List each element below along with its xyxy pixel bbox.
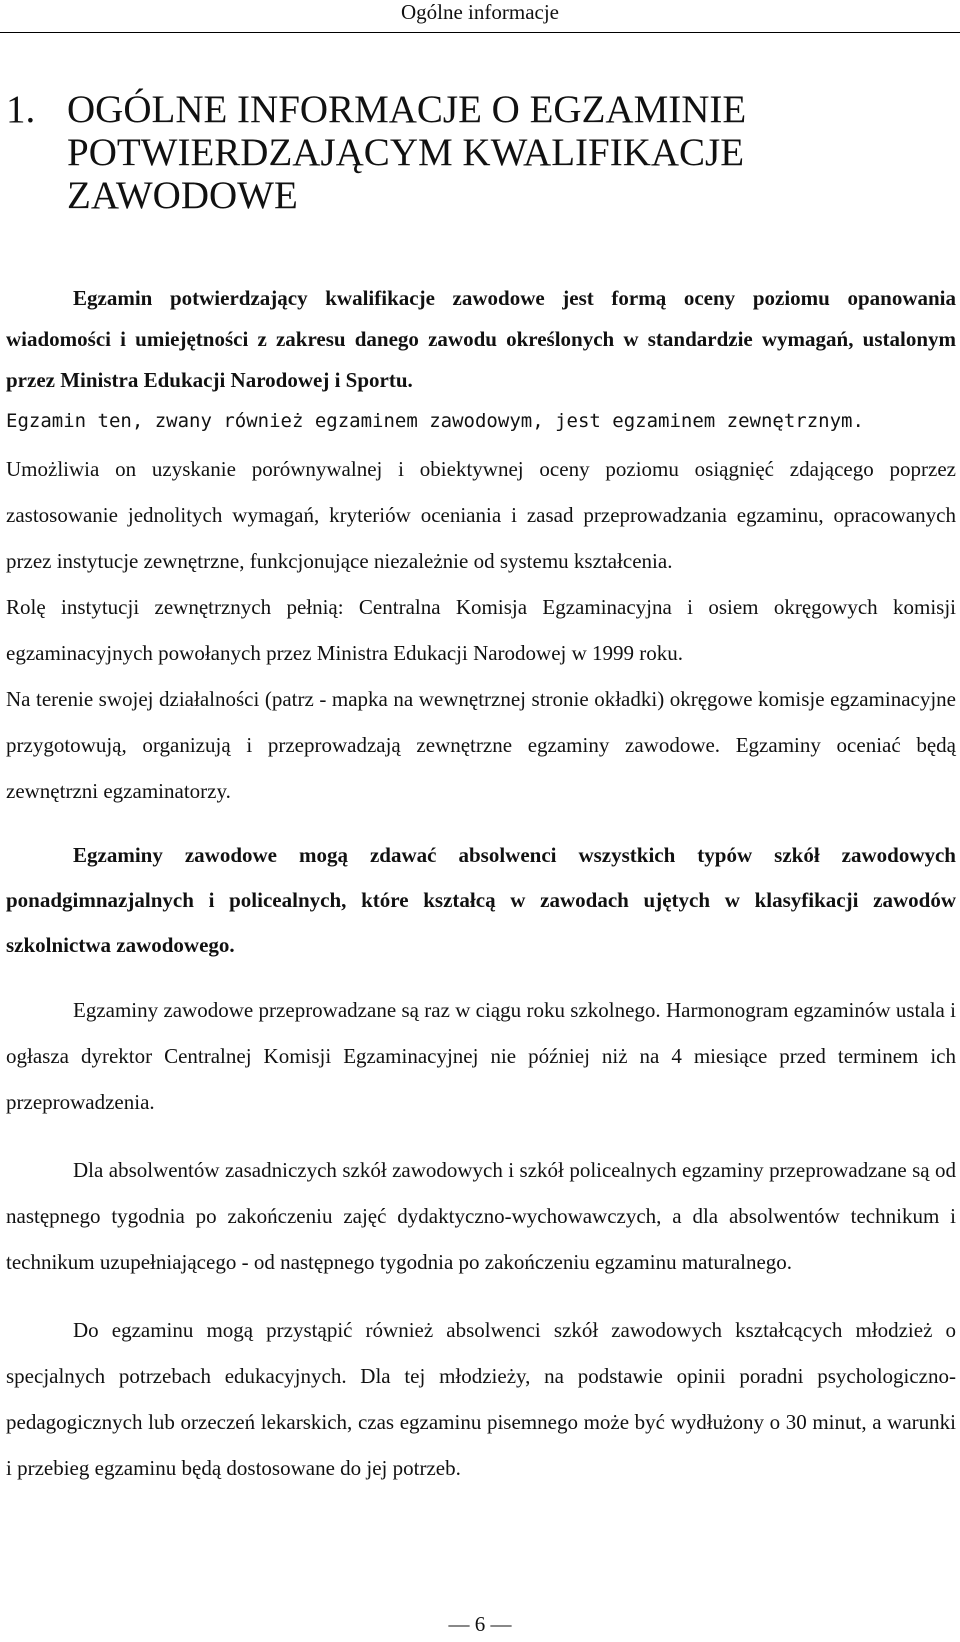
- page-content: [6, 88, 956, 1491]
- chapter-number: 1.: [6, 88, 36, 131]
- external-exam-description: Umożliwia on uzyskanie porównywalnej i obiektywnej oceny poziomu osiągnięć zdającego poprzez zastosowanie jednolitych wymagań, kryteriów oceniania i zasad przeprowadzania egzaminu, opracowanych przez instytucje zewnętrzne, funkcjonujące niezależnie od systemu kształcenia.: [6, 457, 956, 573]
- regional-commissions-paragraph: Na terenie swojej działalności (patrz - mapka na wewnętrznej stronie okładki) okręgowe komisje egzaminacyjne przygotowują, organizują i przeprowadzają zewnętrzne egzaminy zawodowe. Egzaminy oceniać będą zewnętrzni egzaminatorzy.: [6, 687, 956, 803]
- institutions-paragraph: Rolę instytucji zewnętrznych pełnią: Centralna Komisja Egzaminacyjna i osiem okręgowych komisji egzaminacyjnych powołanych przez Ministra Edukacji Narodowej w 1999 roku.: [6, 595, 956, 665]
- external-exam-sentence: Egzamin ten, zwany również egzaminem zawodowym, jest egzaminem zewnętrznym.: [6, 410, 864, 432]
- header-rule: [0, 32, 960, 33]
- running-header: Ogólne informacje: [400, 0, 560, 24]
- intro-paragraph: Egzamin potwierdzający kwalifikacje zawodowe jest formą oceny poziomu opanowania wiadomości i umiejętności z zakresu danego zawodu określonych w standardzie wymagań, ustalonym przez Ministra Edukacji Narodowej i Sportu.: [6, 286, 956, 392]
- chapter-heading: [6, 88, 956, 217]
- schedule-paragraph: Egzaminy zawodowe przeprowadzane są raz w ciągu roku szkolnego. Harmonogram egzaminów ustala i ogłasza dyrektor Centralnej Komisji Egzaminacyjnej nie później niż na 4 miesiące przed terminem ich przeprowadzenia.: [6, 998, 956, 1114]
- page-number: — 6 —: [448, 1612, 512, 1636]
- chapter-title: OGÓLNE INFORMACJE O EGZAMINIE POTWIERDZAJĄCYM KWALIFIKACJE ZAWODOWE: [67, 88, 747, 217]
- special-needs-paragraph: Do egzaminu mogą przystąpić również absolwenci szkół zawodowych kształcących młodzież o specjalnych potrzebach edukacyjnych. Dla tej młodzieży, na podstawie opinii poradni psychologiczno-pedagogicznych lub orzeczeń lekarskich, czas egzaminu pisemnego może być wydłużony o 30 minut, a warunki i przebieg egzaminu będą dostosowane do jej potrzeb.: [6, 1318, 956, 1480]
- timing-paragraph: Dla absolwentów zasadniczych szkół zawodowych i szkół policealnych egzaminy przeprowadzane są od następnego tygodnia po zakończeniu zajęć dydaktyczno-wychowawczych, a dla absolwentów technikum i technikum uzupełniającego - od następnego tygodnia po zakończeniu egzaminu maturalnego.: [6, 1158, 956, 1274]
- eligibility-paragraph: Egzaminy zawodowe mogą zdawać absolwenci wszystkich typów szkół zawodowych ponadgimnazjalnych i policealnych, które kształcą w zawodach ujętych w klasyfikacji zawodów szkolnictwa zawodowego.: [6, 843, 956, 957]
